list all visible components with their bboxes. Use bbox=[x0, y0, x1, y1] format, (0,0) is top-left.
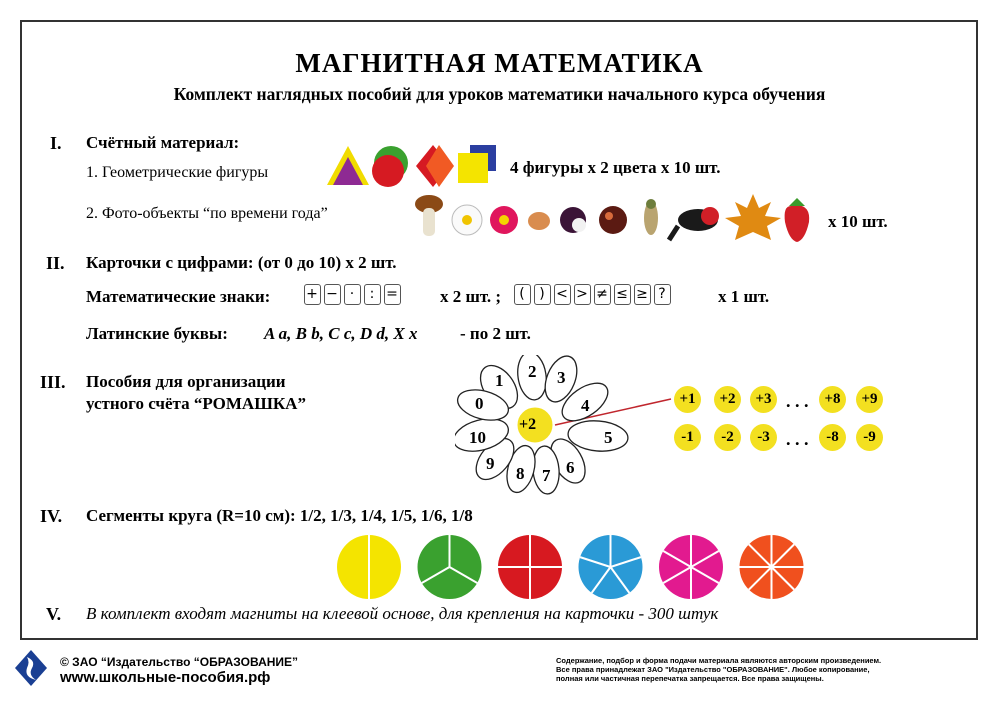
minus-ellipsis: . . . bbox=[786, 429, 809, 449]
plum-icon bbox=[560, 207, 586, 233]
geometric-shapes-image bbox=[326, 143, 498, 191]
minus-card: -2 bbox=[714, 424, 741, 451]
sign-card: ( bbox=[514, 284, 531, 305]
copyright-line: Все права принадлежат ЗАО "Издательство "ОБРАЗОВАНИЕ". Любое копирование, bbox=[556, 665, 870, 674]
segment-circle-4 bbox=[498, 535, 562, 599]
magnets-note: В комплект входят магниты на клеевой основе, для крепления на карточки - 300 штук bbox=[86, 604, 719, 623]
sign-card: ≥ bbox=[634, 284, 651, 305]
plus-card: +1 bbox=[674, 386, 701, 413]
section-3-numeral: III. bbox=[40, 372, 66, 392]
math-signs-count-1: х 2 шт. ; bbox=[440, 287, 502, 306]
chamomile-center-label: +2 bbox=[519, 416, 537, 433]
copyright-line: полная или частичная перепечатка запрещается. Все права защищены. bbox=[556, 674, 824, 683]
sign-card: ) bbox=[534, 284, 551, 305]
website-link[interactable]: www.школьные-пособия.рф bbox=[60, 669, 271, 686]
segment-circle-2 bbox=[337, 535, 401, 599]
minus-card: -8 bbox=[819, 424, 846, 451]
petal-number: 0 bbox=[475, 394, 484, 413]
plus-card: +2 bbox=[714, 386, 741, 413]
sign-card: < bbox=[554, 284, 571, 305]
toy-icon bbox=[644, 199, 658, 235]
sign-card: ≤ bbox=[614, 284, 631, 305]
circle-segments bbox=[336, 534, 806, 600]
segment-circle-3 bbox=[418, 535, 482, 599]
sign-card: + bbox=[304, 284, 321, 305]
page-title: МАГНИТНАЯ МАТЕМАТИКА bbox=[295, 48, 704, 78]
petal-number: 3 bbox=[557, 368, 566, 387]
sign-card: ≠ bbox=[594, 284, 611, 305]
minus-card: -1 bbox=[674, 424, 701, 451]
chamomile-icon bbox=[452, 205, 482, 235]
gerbera-icon bbox=[490, 206, 518, 234]
photo-objects-count: х 10 шт. bbox=[828, 212, 888, 231]
publisher-logo-icon bbox=[14, 649, 48, 687]
christmas-ball-icon bbox=[599, 206, 627, 234]
publisher-name: © ЗАО “Издательство “ОБРАЗОВАНИЕ” bbox=[60, 655, 299, 669]
geometric-shapes-label: 1. Геометрические фигуры bbox=[86, 164, 269, 181]
section-3-heading-line2: устного счёта “РОМАШКА” bbox=[86, 394, 306, 413]
petal-number: 10 bbox=[469, 428, 486, 447]
section-1-numeral: I. bbox=[50, 133, 62, 153]
math-signs-label: Математические знаки: bbox=[86, 287, 271, 306]
sign-card: · bbox=[344, 284, 361, 305]
sign-card: : bbox=[364, 284, 381, 305]
latin-letters-label: Латинские буквы: bbox=[86, 324, 228, 343]
copyright-notice bbox=[556, 656, 881, 683]
strawberry-icon bbox=[785, 198, 810, 242]
petal-number: 1 bbox=[495, 371, 504, 390]
petal-number: 4 bbox=[581, 396, 590, 415]
copyright-line: Содержание, подбор и форма подачи материала являются авторским произведением. bbox=[556, 656, 882, 665]
latin-letters-count: - по 2 шт. bbox=[460, 324, 531, 343]
latin-letters: A a, B b, C c, D d, X x bbox=[264, 324, 418, 343]
petal-number: 2 bbox=[528, 362, 537, 381]
minus-card: -9 bbox=[856, 424, 883, 451]
segment-circle-5 bbox=[579, 535, 643, 599]
segment-circle-8 bbox=[740, 535, 804, 599]
section-1-heading: Счётный материал: bbox=[86, 133, 240, 152]
section-4-numeral: IV. bbox=[40, 506, 63, 526]
section-3-heading-line1: Пособия для организации bbox=[86, 372, 286, 391]
petal-number: 6 bbox=[566, 458, 575, 477]
math-signs-count-2: х 1 шт. bbox=[718, 287, 770, 306]
plus-card: +8 bbox=[819, 386, 846, 413]
photo-objects-image bbox=[413, 192, 825, 244]
sign-card: ? bbox=[654, 284, 671, 305]
section-2-heading: Карточки с цифрами: (от 0 до 10) х 2 шт. bbox=[86, 253, 397, 272]
section-5-numeral: V. bbox=[46, 604, 62, 624]
mushroom-icon bbox=[415, 195, 443, 236]
section-2-numeral: II. bbox=[46, 253, 65, 273]
sign-card: − bbox=[324, 284, 341, 305]
section-4-heading: Сегменты круга (R=10 см): 1/2, 1/3, 1/4, 1/5, 1/6, 1/8 bbox=[86, 506, 473, 525]
geometric-shapes-count: 4 фигуры х 2 цвета х 10 шт. bbox=[510, 158, 721, 177]
maple-leaf-icon bbox=[725, 194, 781, 240]
page-subtitle: Комплект наглядных пособий для уроков математики начального курса обучения bbox=[173, 84, 826, 104]
minus-card: -3 bbox=[750, 424, 777, 451]
photo-objects-label: 2. Фото-объекты “по времени года” bbox=[86, 205, 328, 222]
math-signs-group-1 bbox=[302, 284, 402, 305]
plus-ellipsis: . . . bbox=[786, 391, 809, 411]
sign-card: > bbox=[574, 284, 591, 305]
petal-number: 5 bbox=[604, 428, 613, 447]
petal-number: 9 bbox=[486, 454, 495, 473]
sign-card: = bbox=[384, 284, 401, 305]
plus-card: +3 bbox=[750, 386, 777, 413]
segment-circle-6 bbox=[659, 535, 723, 599]
math-signs-group-2 bbox=[512, 284, 672, 305]
plus-card: +9 bbox=[856, 386, 883, 413]
bullfinch-icon bbox=[669, 207, 719, 240]
egg-icon bbox=[528, 212, 550, 230]
petal-number: 8 bbox=[516, 464, 525, 483]
petal-number: 7 bbox=[542, 466, 551, 485]
